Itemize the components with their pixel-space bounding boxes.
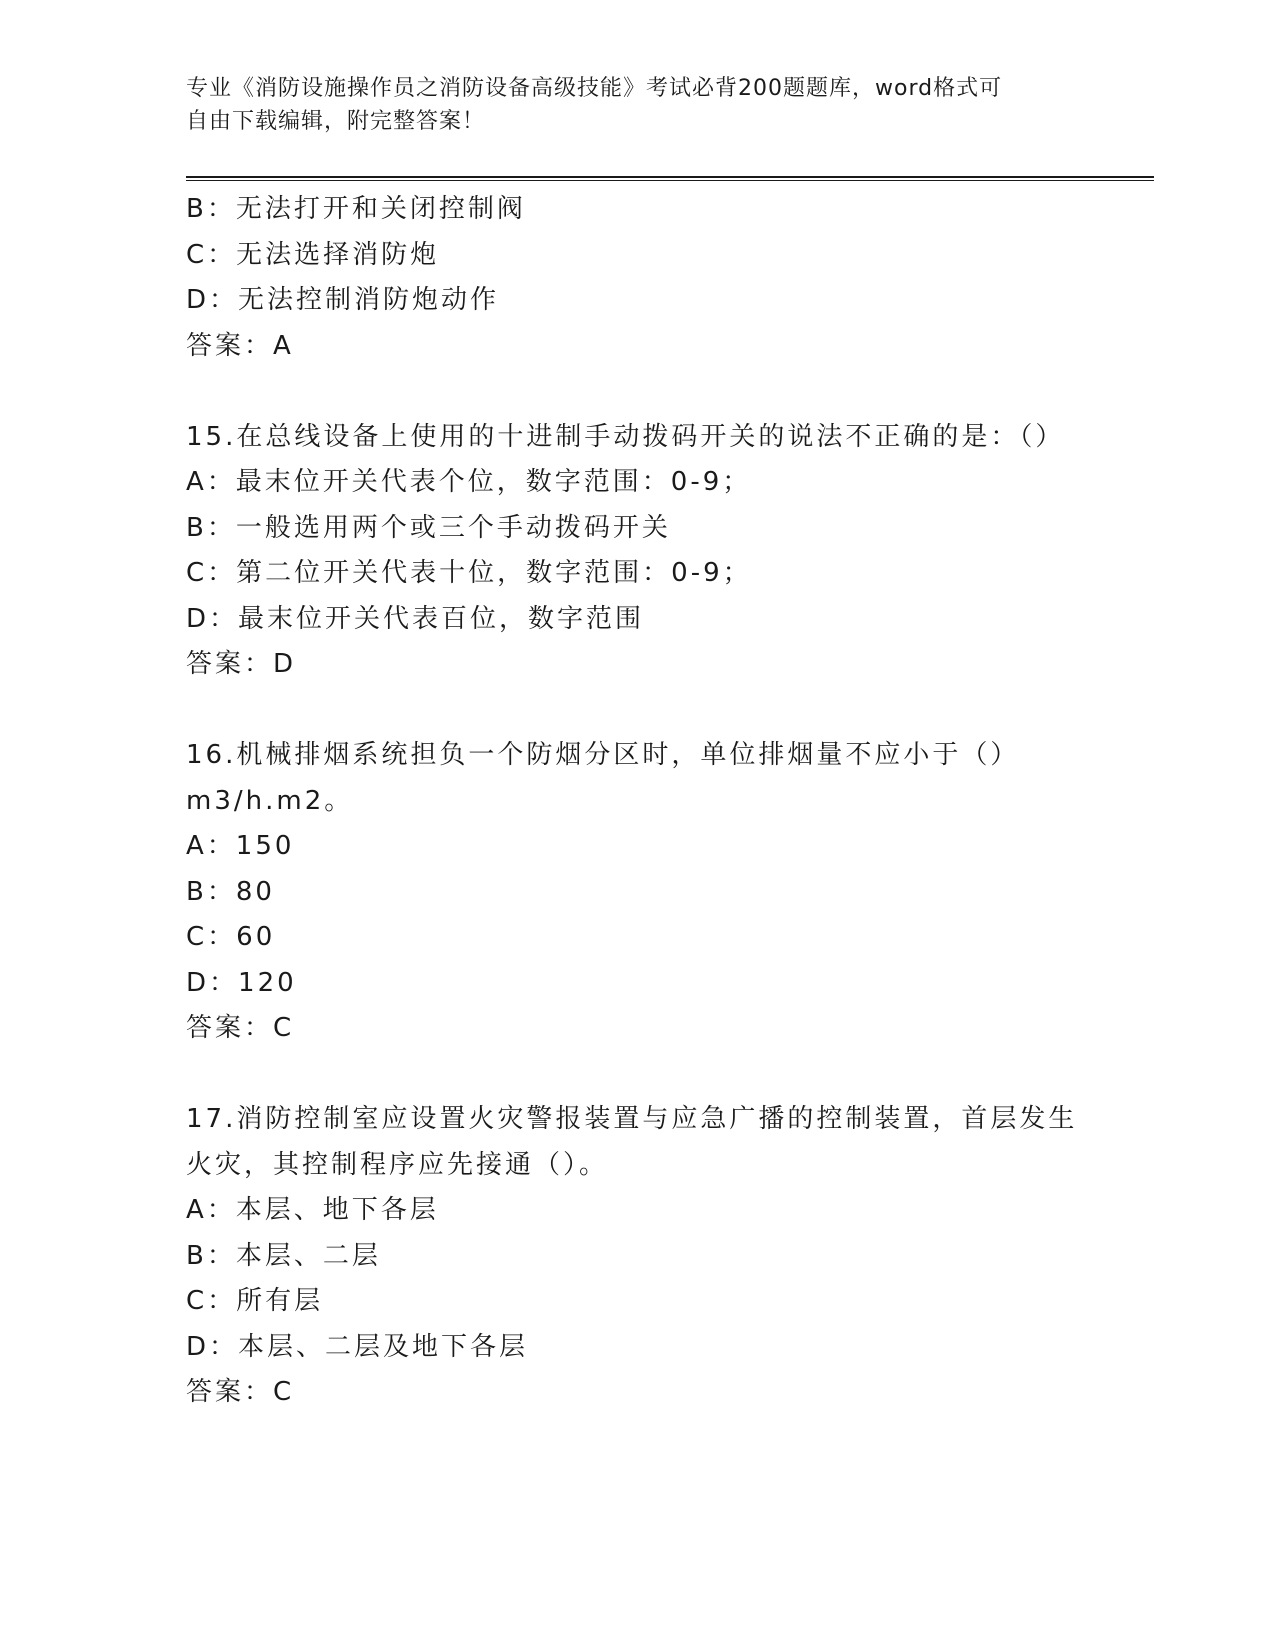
header-line-1: 专业《消防设施操作员之消防设备高级技能》考试必背200题题库，word格式可 [186, 76, 1003, 101]
question-stem: 17.消防控制室应设置火灾警报装置与应急广播的控制装置，首层发生 [186, 1104, 1078, 1134]
question-17 [186, 1097, 1086, 1416]
option-c: C：第二位开关代表十位，数字范围：0-9； [186, 558, 752, 588]
answer: 答案：D [186, 649, 297, 679]
question-stem: 15.在总线设备上使用的十进制手动拨码开关的说法不正确的是：（） [186, 421, 1065, 452]
document-body [186, 187, 1086, 1416]
option-c: C：无法选择消防炮 [186, 239, 440, 270]
spacer [186, 1052, 1086, 1098]
option-b: B：本层、二层 [186, 1240, 381, 1271]
answer: 答案：C [186, 1013, 295, 1043]
option-c: C：所有层 [186, 1286, 324, 1316]
page-header [186, 72, 1066, 138]
spacer [186, 688, 1086, 734]
header-line-2: 自由下载编辑，附完整答案！ [186, 109, 486, 134]
option-d: D：最末位开关代表百位，数字范围 [186, 603, 645, 634]
question-16 [186, 733, 1086, 1052]
option-a: A：150 [186, 831, 295, 861]
option-d: D：无法控制消防炮动作 [186, 285, 500, 315]
option-a: A：最末位开关代表个位，数字范围：0-9； [186, 467, 752, 497]
answer: 答案：A [186, 330, 294, 361]
question-stem-continued: 火灾，其控制程序应先接通（）。 [186, 1149, 609, 1180]
option-c: C：60 [186, 922, 276, 952]
option-b: B：无法打开和关闭控制阀 [186, 194, 526, 224]
answer: 答案：C [186, 1377, 295, 1407]
option-b: B：80 [186, 876, 275, 907]
question-15 [186, 415, 1086, 688]
option-d: D：本层、二层及地下各层 [186, 1331, 529, 1362]
option-d: D：120 [186, 967, 297, 998]
header-divider [186, 176, 1154, 181]
question-stem: 16.机械排烟系统担负一个防烟分区时，单位排烟量不应小于（） [186, 740, 1020, 770]
option-b: B：一般选用两个或三个手动拨码开关 [186, 512, 671, 543]
spacer [186, 369, 1086, 415]
option-a: A：本层、地下各层 [186, 1195, 439, 1225]
question-stem-continued: m3/h.m2。 [186, 785, 354, 816]
question-14-continued [186, 187, 1086, 369]
